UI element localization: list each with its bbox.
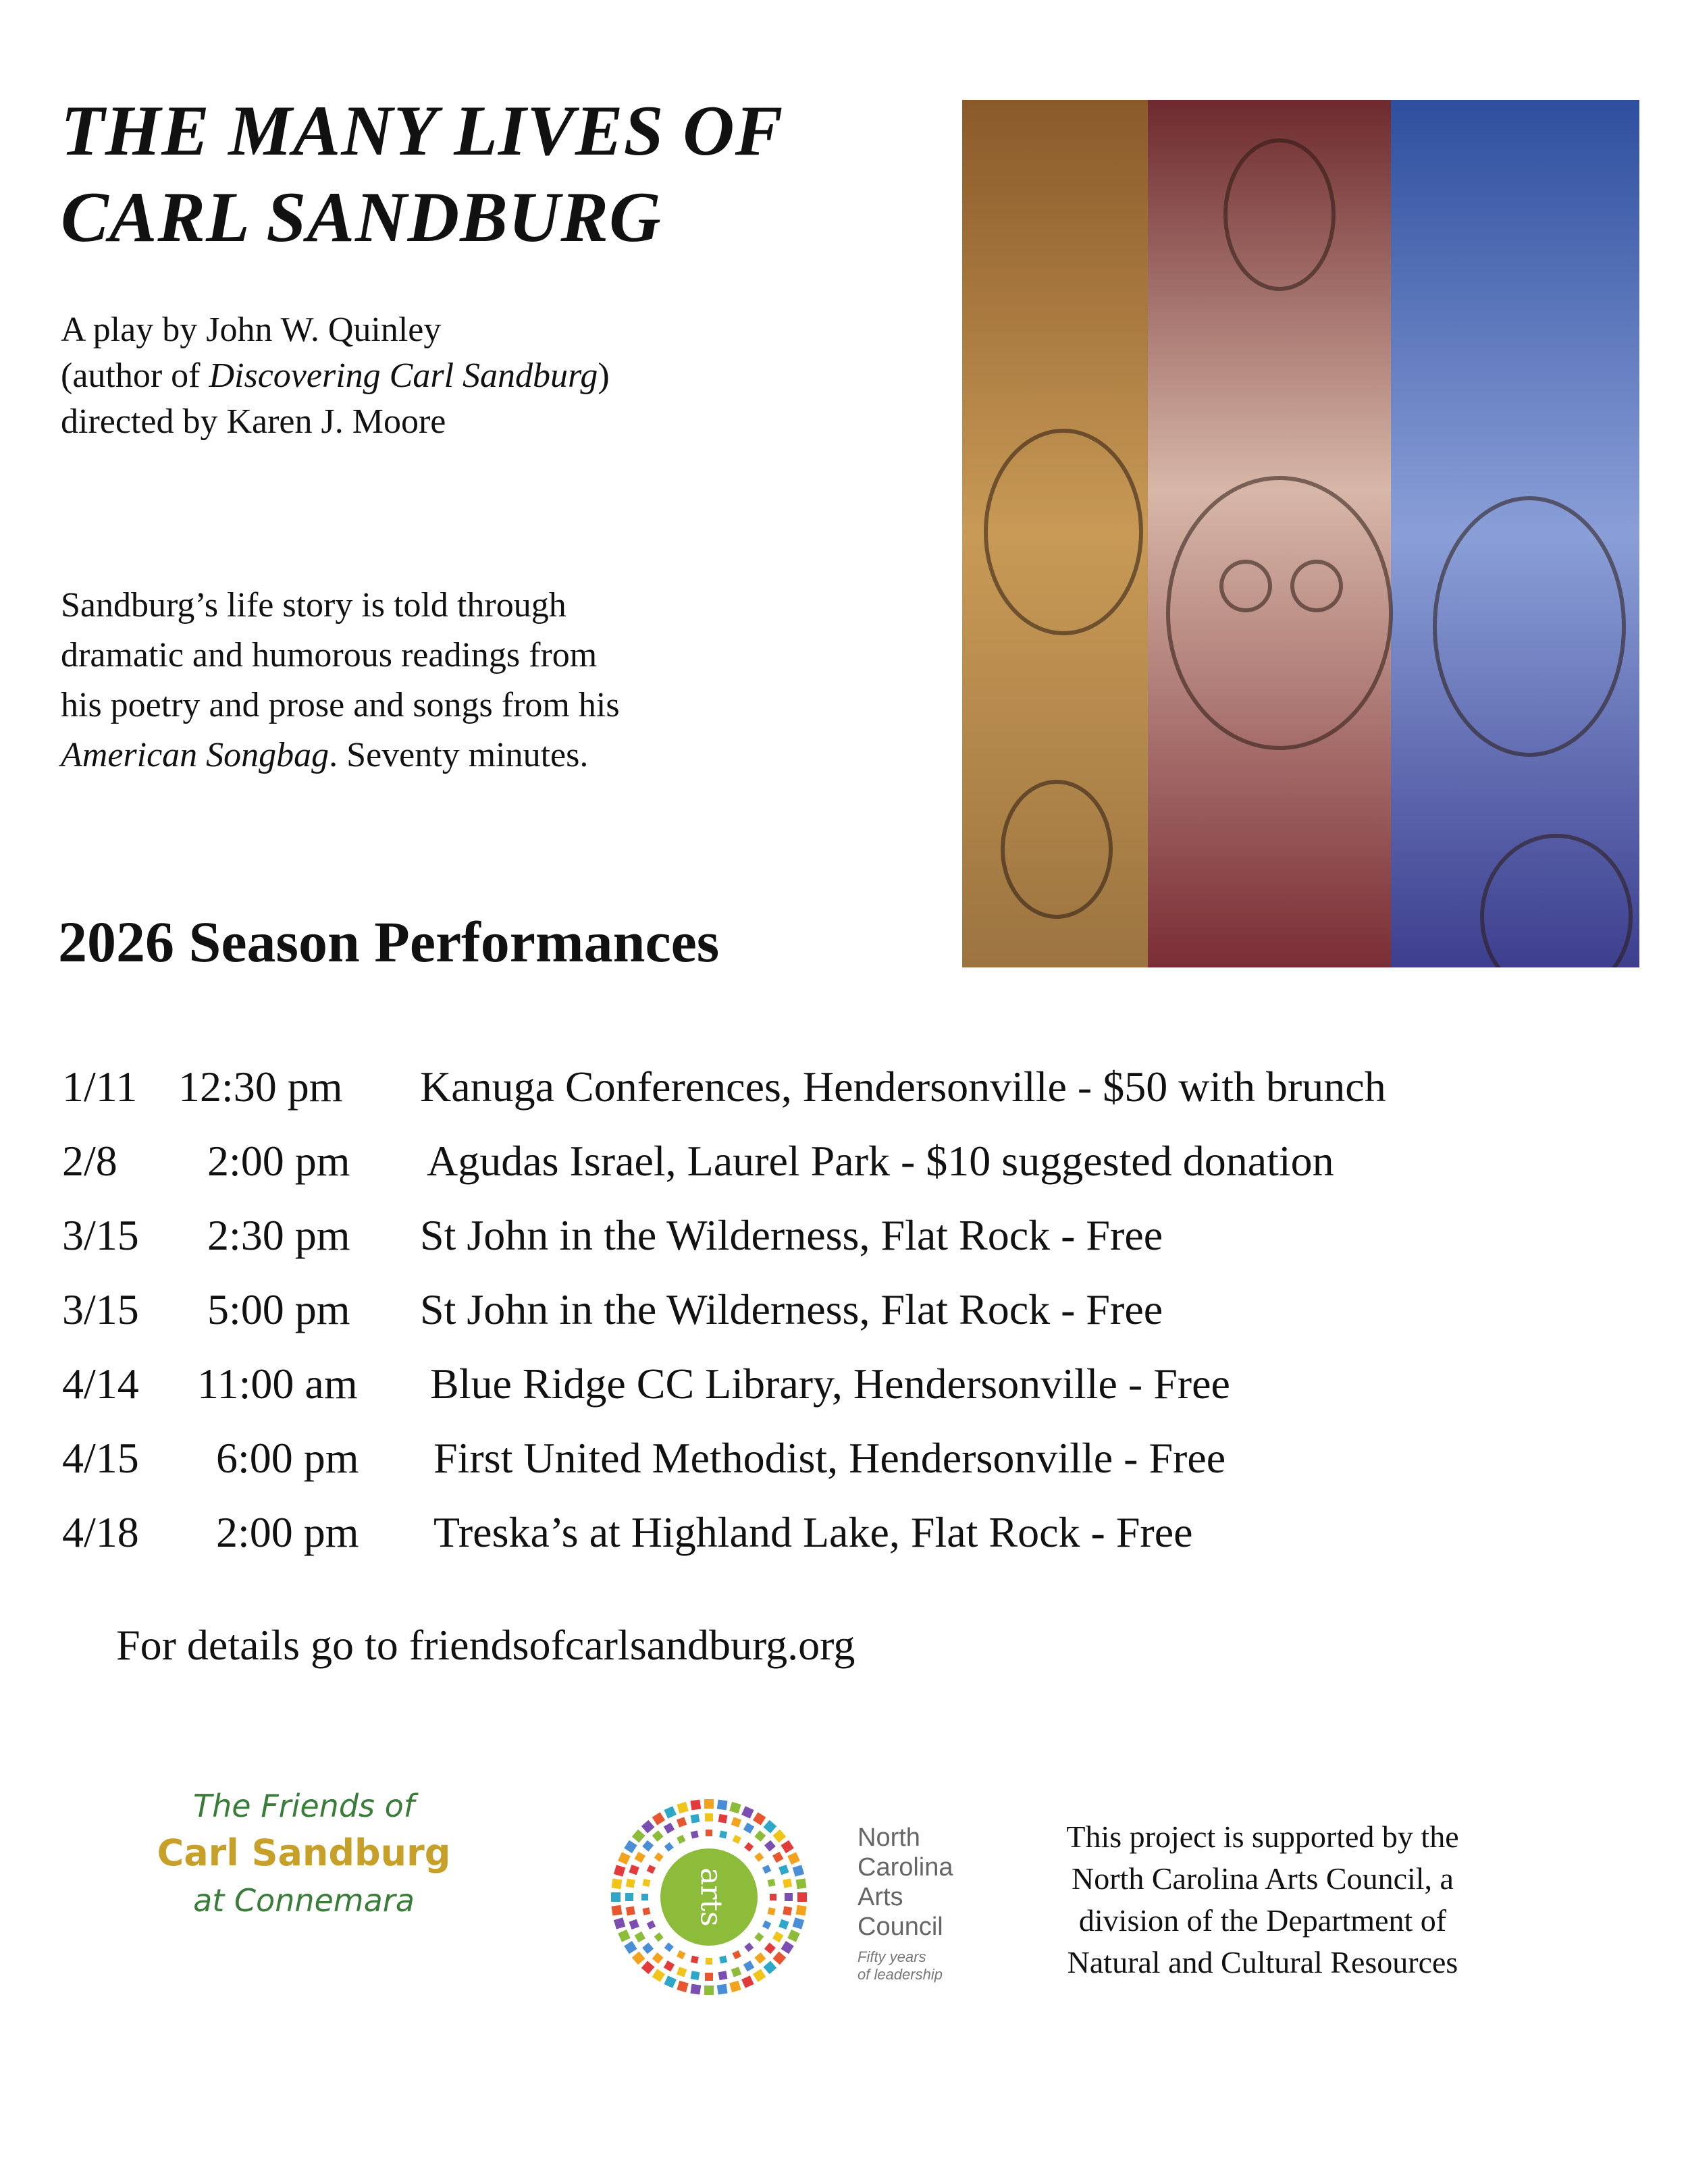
arts-logo-tile — [635, 1852, 645, 1863]
arts-logo-tile — [796, 1878, 807, 1889]
arts-logo-tile — [632, 1830, 645, 1843]
support-statement — [1006, 1816, 1519, 1983]
arts-logo-tile — [772, 1932, 783, 1942]
arts-logo-tile — [626, 1879, 635, 1888]
arts-logo-tile — [677, 1981, 688, 1992]
arts-logo-tile — [611, 1905, 622, 1916]
arts-logo-tile — [690, 1799, 701, 1810]
arts-logo-tile — [733, 1950, 741, 1959]
arts-logo-tile — [729, 1981, 741, 1992]
arts-logo-tile — [741, 1806, 754, 1819]
arts-logo-tile — [664, 1842, 674, 1852]
arts-logo-tile — [705, 1973, 713, 1981]
arts-logo-tile — [654, 1853, 664, 1862]
arts-logo-tile — [647, 1865, 656, 1873]
performance-time: 2:30 pm — [207, 1211, 350, 1259]
ncac-name-line: Council — [858, 1913, 943, 1941]
arts-logo-tile — [677, 1950, 685, 1959]
arts-logo-tile — [731, 1817, 741, 1827]
arts-logo-tile — [768, 1879, 776, 1887]
arts-logo-tile — [704, 1799, 714, 1809]
arts-logo-tile — [731, 1967, 741, 1977]
title-line-2: CARL SANDBURG — [61, 178, 662, 257]
arts-logo-tile — [772, 1951, 786, 1965]
season-heading: 2026 Season Performances — [58, 909, 720, 974]
friends-logo-line: Carl Sandburg — [157, 1832, 451, 1874]
friends-logo-line: at Connemara — [193, 1882, 415, 1919]
arts-logo-tile — [705, 1813, 713, 1821]
arts-logo-tile — [764, 1942, 776, 1954]
arts-logo-tile — [717, 1799, 728, 1810]
arts-logo-tile — [677, 1802, 688, 1813]
performance-time: 2:00 pm — [216, 1508, 359, 1556]
performance-venue: Kanuga Conferences, Hendersonville - $50 with brunch — [420, 1063, 1386, 1111]
arts-logo-tile — [754, 1853, 764, 1862]
title-line-1: THE MANY LIVES OF — [61, 91, 784, 170]
performance-date: 3/15 — [62, 1285, 139, 1333]
arts-logo-tile — [754, 1952, 766, 1964]
arts-logo-tile — [611, 1892, 621, 1902]
performance-venue: St John in the Wilderness, Flat Rock - Free — [420, 1211, 1163, 1259]
performance-venue: Agudas Israel, Laurel Park - $10 suggested donation — [427, 1137, 1334, 1185]
friends-of-carl-sandburg-logo — [128, 1782, 479, 1924]
arts-logo-tile — [744, 1842, 754, 1852]
arts-logo-tile — [642, 1879, 650, 1887]
arts-logo-tile — [793, 1917, 804, 1929]
arts-logo-tile — [624, 1840, 637, 1853]
arts-logo-tile — [781, 1941, 793, 1954]
arts-logo-tile — [691, 1830, 699, 1838]
arts-logo-tile — [733, 1835, 741, 1844]
arts-logo-tile — [729, 1802, 741, 1813]
arts-logo-tile — [664, 1823, 675, 1834]
arts-logo-tile — [783, 1879, 792, 1888]
arts-logo-tile — [753, 1969, 766, 1981]
arts-logo-tile — [647, 1921, 656, 1929]
credit-playwright: A play by John W. Quinley — [61, 311, 442, 349]
arts-logo-tile — [743, 1961, 754, 1971]
description-line: American Songbag. Seventy minutes. — [61, 736, 589, 774]
performance-time: 5:00 pm — [207, 1285, 350, 1333]
nc-arts-council-wordmark — [858, 1823, 953, 1983]
arts-logo-tile — [624, 1941, 637, 1954]
arts-logo-tile — [796, 1905, 807, 1916]
description — [61, 581, 817, 780]
arts-logo-tile — [762, 1921, 771, 1929]
arts-logo-tile — [741, 1975, 754, 1988]
arts-logo-tile — [652, 1830, 664, 1842]
ncac-tagline: Fifty years of leadership — [858, 1948, 943, 1983]
arts-logo-tile — [632, 1951, 645, 1965]
arts-logo-tile — [614, 1917, 625, 1929]
arts-logo-tile — [763, 1961, 776, 1974]
arts-logo-tile — [762, 1865, 771, 1873]
arts-logo-tile — [719, 1956, 727, 1964]
support-line: Natural and Cultural Resources — [1067, 1945, 1458, 1979]
arts-logo-tile — [753, 1812, 766, 1825]
performance-date: 4/18 — [62, 1508, 139, 1556]
arts-logo-tile — [704, 1986, 714, 1995]
arts-logo-tile — [642, 1942, 654, 1954]
details-link-text: For details go to friendsofcarlsandburg.org — [116, 1621, 855, 1669]
arts-logo-tile — [718, 1971, 728, 1980]
performance-time: 12:30 pm — [178, 1063, 343, 1111]
support-line: This project is supported by the — [1066, 1819, 1459, 1854]
performance-venue: Blue Ridge CC Library, Hendersonville - Free — [430, 1360, 1230, 1408]
arts-logo-tile — [719, 1830, 727, 1838]
page-title — [61, 88, 939, 261]
description-line: his poetry and prose and songs from his — [61, 686, 620, 724]
performance-date: 3/15 — [62, 1211, 139, 1259]
arts-logo-tile — [664, 1961, 675, 1971]
arts-logo-tile — [654, 1932, 664, 1942]
arts-logo-tile — [614, 1865, 625, 1876]
arts-logo-tile — [641, 1894, 648, 1900]
arts-logo-tile — [629, 1865, 639, 1875]
arts-logo-tile — [764, 1840, 776, 1852]
performance-date: 4/14 — [62, 1360, 139, 1408]
arts-logo-tile — [652, 1952, 664, 1964]
performance-time: 6:00 pm — [216, 1434, 359, 1482]
arts-logo-tile — [779, 1919, 789, 1929]
description-line: dramatic and humorous readings from — [61, 636, 598, 674]
arts-logo-tile — [744, 1942, 754, 1952]
arts-logo-tile — [625, 1893, 633, 1901]
arts-logo-tile — [743, 1823, 754, 1834]
arts-logo-tile — [785, 1893, 793, 1901]
arts-logo-tile — [664, 1942, 674, 1952]
arts-logo-tile — [618, 1929, 631, 1942]
arts-logo-tile — [690, 1984, 701, 1995]
arts-logo-tile — [642, 1840, 654, 1852]
arts-logo-center-text: arts — [693, 1867, 729, 1927]
songbag-title: American Songbag — [61, 736, 329, 774]
ncac-name-line: North — [858, 1823, 920, 1852]
arts-logo-tile — [783, 1907, 792, 1916]
arts-logo-tile — [768, 1907, 776, 1915]
arts-logo-tile — [718, 1814, 728, 1823]
credit-author-note: (author of Discovering Carl Sandburg) — [61, 356, 610, 395]
arts-logo-tile — [652, 1969, 665, 1981]
arts-logo-tile — [787, 1929, 800, 1942]
arts-logo-tile — [677, 1817, 687, 1827]
arts-logo-tile — [754, 1830, 766, 1842]
performance-date: 2/8 — [62, 1137, 117, 1185]
arts-logo-tile — [781, 1840, 793, 1853]
arts-logo-tile — [677, 1835, 685, 1844]
arts-logo-tile — [706, 1830, 712, 1836]
performance-date: 1/11 — [62, 1063, 138, 1111]
credits — [61, 307, 610, 445]
arts-logo-tile — [635, 1932, 645, 1942]
support-line: division of the Department of — [1078, 1903, 1447, 1938]
performance-venue: St John in the Wilderness, Flat Rock - Free — [420, 1285, 1163, 1333]
arts-logo-tile — [626, 1907, 635, 1916]
arts-logo-tile — [763, 1820, 776, 1834]
ncac-name-line: Carolina — [858, 1853, 953, 1882]
arts-logo-tile — [779, 1865, 789, 1875]
sandburg-portrait-collage — [962, 100, 1639, 967]
arts-logo-tile — [787, 1852, 800, 1865]
arts-logo-tile — [717, 1984, 728, 1995]
arts-logo-tile — [797, 1892, 807, 1902]
performance-date: 4/15 — [62, 1434, 139, 1482]
arts-logo-tile — [770, 1894, 776, 1900]
arts-logo-tile — [677, 1967, 687, 1977]
arts-logo-tile — [691, 1814, 700, 1823]
arts-logo-tile — [664, 1806, 677, 1819]
arts-logo-tile — [793, 1865, 804, 1876]
credit-director: directed by Karen J. Moore — [61, 402, 446, 441]
performance-venue: First United Methodist, Hendersonville - Free — [433, 1434, 1226, 1482]
arts-logo-tile — [629, 1919, 639, 1929]
arts-logo-tile — [642, 1907, 650, 1915]
arts-logo-tile — [641, 1961, 655, 1974]
arts-logo-tile — [706, 1958, 712, 1965]
performance-venue: Treska’s at Highland Lake, Flat Rock - Free — [433, 1508, 1193, 1556]
performance-time: 2:00 pm — [207, 1137, 350, 1185]
arts-logo-tile — [772, 1830, 786, 1843]
arts-logo-tile — [611, 1878, 622, 1889]
performance-time: 11:00 am — [197, 1360, 358, 1408]
nc-arts-council-logo-icon — [608, 1796, 810, 1998]
book-title: Discovering Carl Sandburg — [209, 356, 598, 395]
friends-logo-line: The Friends of — [193, 1788, 415, 1824]
arts-logo-tile — [754, 1932, 764, 1942]
support-line: North Carolina Arts Council, a — [1072, 1861, 1454, 1896]
arts-logo-tile — [652, 1812, 665, 1825]
arts-logo-tile — [664, 1975, 677, 1988]
arts-logo-tile — [691, 1971, 700, 1980]
arts-logo-tile — [641, 1820, 655, 1834]
arts-logo-tile — [618, 1852, 631, 1865]
description-line: Sandburg’s life story is told through — [61, 586, 566, 624]
arts-logo-tile — [772, 1852, 783, 1863]
arts-logo-tile — [691, 1956, 699, 1964]
ncac-name-line: Arts — [858, 1883, 903, 1911]
